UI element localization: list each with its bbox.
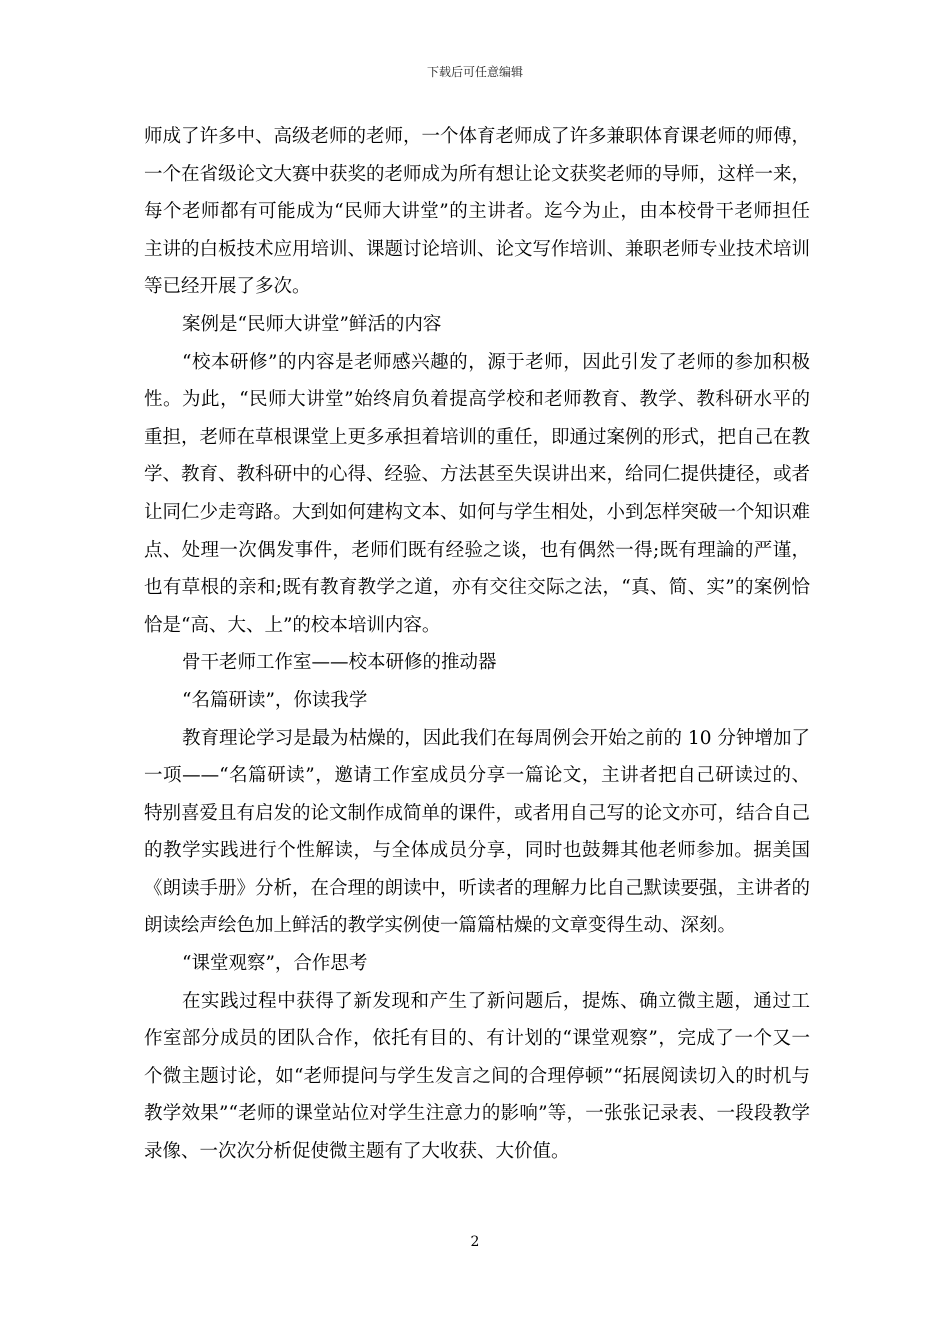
section-heading-studio: 骨干老师工作室——校本研修的推动器 xyxy=(182,652,497,674)
section-heading-cases: 案例是“民师大讲堂”鲜活的内容 xyxy=(182,313,442,335)
paragraph-continuation: 师成了许多中、高级老师的老师，一个体育老师成了许多兼职体育课老师的师傅，一个在省级论文大赛中获奖的老师成为所有想让论文获奖老师的导师，这样一来，每个老师都有可能成为“民师大讲堂”的主讲者。迄今为止，由本校骨干老师担任主讲的白板技术应用培训、课题讨论培训、论文写作培训、兼职老师专业技术培训等已经开展了多次。 xyxy=(144,126,811,298)
page-number: 2 xyxy=(470,1234,480,1250)
paragraph-reading: 教育理论学习是最为枯燥的，因此我们在每周例会开始之前的 10 分钟增加了一项——“名篇研读”，邀请工作室成员分享一篇论文，主讲者把自己研读过的、特别喜爱且有启发的论文制作成简单的课件，或者用自己写的论文亦可，结合自己的教学实践进行个性解读，与全体成员分享，同时也鼓舞其他老师参加。据美国《朗读手册》分析，在合理的朗读中，听读者的理解力比自己默读要强，主讲者的朗读绘声绘色加上鲜活的教学实例使一篇篇枯燥的文章变得生动、深刻。 xyxy=(144,727,811,937)
page-header: 下载后可任意编辑 xyxy=(426,65,523,79)
paragraph-cases: “校本研修”的内容是老师感兴趣的，源于老师，因此引发了老师的参加积极性。为此，“民师大讲堂”始终肩负着提高学校和老师教育、教学、教科研水平的重担，老师在草根课堂上更多承担着培训的重任，即通过案例的形式，把自己在教学、教育、教科研中的心得、经验、方法甚至失误讲出来，给同仁提供捷径，或者让同仁少走弯路。大到如何建构文本、如何与学生相处，小到怎样突破一个知识难点、处理一次偶发事件，老师们既有经验之谈，也有偶然一得;既有理論的严谨，也有草根的亲和;既有教育教学之道，亦有交往交际之法，“真、简、实”的案例恰恰是“高、大、上”的校本培训内容。 xyxy=(144,351,811,636)
paragraph-observation: 在实践过程中获得了新发现和产生了新问题后，提炼、确立微主题，通过工作室部分成员的团队合作，依托有目的、有计划的“课堂观察”，完成了一个又一个微主题讨论，如“老师提问与学生发言之间的合理停顿”“拓展阅读切入的时机与教学效果”“老师的课堂站位对学生注意力的影响”等，一张张记录表、一段段教学录像、一次次分析促使微主题有了大收获、大价值。 xyxy=(144,990,810,1163)
document-body xyxy=(144,118,810,1171)
subheading-reading: “名篇研读”，你读我学 xyxy=(182,689,368,711)
subheading-observation: “课堂观察”，合作思考 xyxy=(182,953,368,975)
